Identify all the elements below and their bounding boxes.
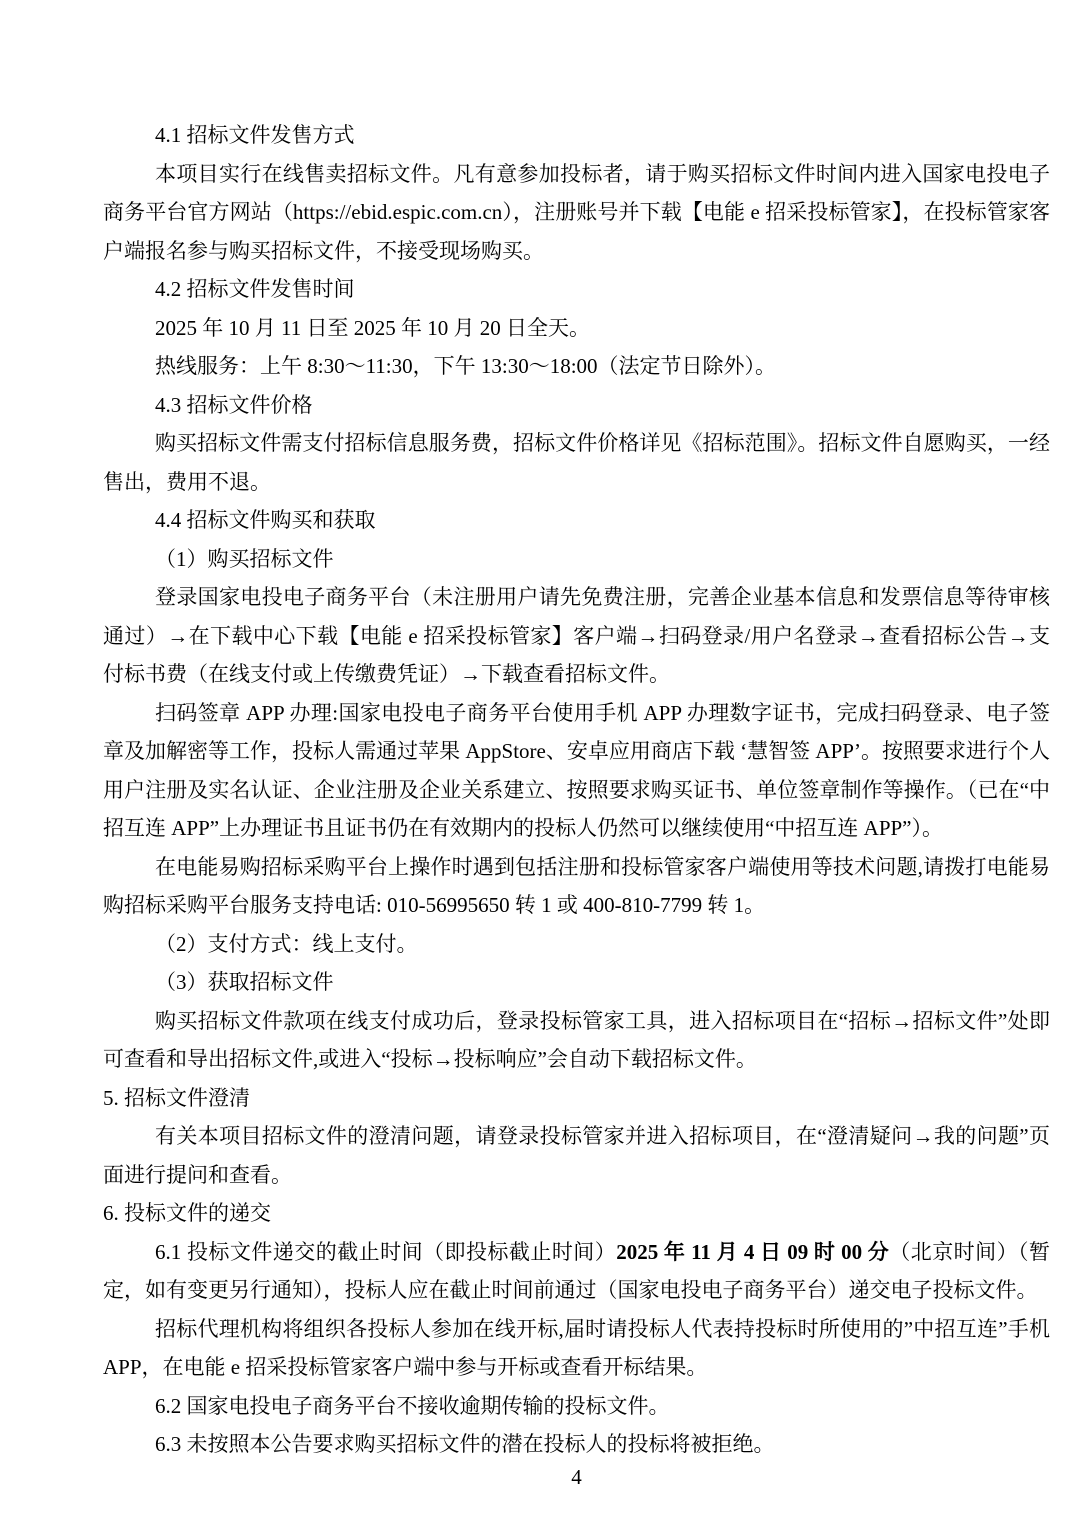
document-body	[103, 116, 1050, 1464]
paragraph-19	[103, 1233, 1050, 1310]
paragraph-11	[103, 694, 1050, 848]
paragraph-9	[103, 540, 1050, 579]
paragraph-3	[103, 270, 1050, 309]
paragraph-15	[103, 1002, 1050, 1079]
text-run: 6.3 未按照本公告要求购买招标文件的潜在投标人的投标将被拒绝。	[155, 1432, 775, 1456]
paragraph-10	[103, 578, 1050, 694]
paragraph-5	[103, 347, 1050, 386]
text-run: 4.3 招标文件价格	[155, 392, 313, 417]
text-run: 2025 年 10 月 11 日至 2025 年 10 月 20 日全天。	[155, 315, 590, 340]
bold-text-run: 2025 年 11 月 4 日 09 时 00 分	[616, 1239, 890, 1264]
text-run: 有关本项目招标文件的澄清问题，请登录投标管家并进入招标项目，在“澄清疑问→我的问题”页面进行提问和查看。	[103, 1124, 1050, 1187]
paragraph-13	[103, 925, 1050, 964]
text-run: （北京时间）（暂定，如有变更另行通知），投标人应在截止时间前通过（国家电投电子商务平台）递交电子投标文件。	[103, 1239, 1050, 1302]
paragraph-7	[103, 424, 1050, 501]
text-run: 登录国家电投电子商务平台（未注册用户请先免费注册，完善企业基本信息和发票信息等待审核通过）→在下载中心下载【电能 e 招采投标管家】客户端→扫码登录/用户名登录→查看招标公告→支付标书费（在线支付或上传缴费凭证）→下载查看招标文件。	[103, 585, 1050, 686]
text-run: 4.1 招标文件发售方式	[155, 123, 355, 147]
text-run: （3）获取招标文件	[155, 970, 334, 994]
text-run: 购买招标文件款项在线支付成功后，登录投标管家工具，进入招标项目在“招标→招标文件”处即可查看和导出招标文件,或进入“投标→投标响应”会自动下载招标文件。	[103, 1008, 1050, 1071]
page-number: 4	[571, 1465, 582, 1489]
paragraph-20	[103, 1310, 1050, 1387]
paragraph-14	[103, 963, 1050, 1002]
text-run: 购买招标文件需支付招标信息服务费，招标文件价格详见《招标范围》。招标文件自愿购买，一经售出，费用不退。	[103, 431, 1050, 494]
paragraph-18	[103, 1194, 1050, 1233]
text-run: 5. 招标文件澄清	[103, 1085, 250, 1110]
text-run: （2）支付方式：线上支付。	[155, 931, 418, 956]
text-run: 4.4 招标文件购买和获取	[155, 508, 376, 532]
text-run: 4.2 招标文件发售时间	[155, 277, 355, 301]
paragraph-2	[103, 155, 1050, 271]
text-run: 6. 投标文件的递交	[103, 1201, 271, 1225]
paragraph-4	[103, 309, 1050, 348]
paragraph-6	[103, 386, 1050, 425]
paragraph-16	[103, 1079, 1050, 1118]
text-run: （1）购买招标文件	[155, 546, 334, 571]
text-run: 6.2 国家电投电子商务平台不接收逾期传输的投标文件。	[155, 1393, 670, 1418]
paragraph-8	[103, 501, 1050, 540]
paragraph-17	[103, 1117, 1050, 1194]
paragraph-21	[103, 1387, 1050, 1426]
text-run: 本项目实行在线售卖招标文件。凡有意参加投标者，请于购买招标文件时间内进入国家电投电子商务平台官方网站（https://ebid.espic.com.cn），注册账号并下载【电能 e 招采投标管家】，在投标管家客户端报名参与购买招标文件，不接受现场购买。	[103, 161, 1050, 263]
paragraph-12	[103, 848, 1050, 925]
text-run: 热线服务：上午 8:30～11:30，下午 13:30～18:00（法定节日除外）。	[155, 354, 777, 378]
text-run: 在电能易购招标采购平台上操作时遇到包括注册和投标管家客户端使用等技术问题,请拨打电能易购招标采购平台服务支持电话: 010-56995650 转 1 或 400-810-7799 转 1。	[103, 854, 1050, 917]
paragraph-1	[103, 116, 1050, 155]
text-run: 扫码签章 APP 办理:国家电投电子商务平台使用手机 APP 办理数字证书，完成扫码登录、电子签章及加解密等工作，投标人需通过苹果 AppStore、安卓应用商店下载 ‘慧智签 APP’。按照要求进行个人用户注册及实名认证、企业注册及企业关系建立、按照要求购买证书、单位签章制作等操作。（已在“中招互连 APP”上办理证书且证书仍在有效期内的投标人仍然可以继续使用“中招互连 APP”）。	[103, 700, 1050, 840]
text-run: 招标代理机构将组织各投标人参加在线开标,届时请投标人代表持投标时所使用的”中招互连”手机 APP，在电能 e 招采投标管家客户端中参与开标或查看开标结果。	[103, 1316, 1050, 1379]
text-run: 6.1 投标文件递交的截止时间（即投标截止时间）	[155, 1239, 617, 1264]
paragraph-22	[103, 1425, 1050, 1464]
